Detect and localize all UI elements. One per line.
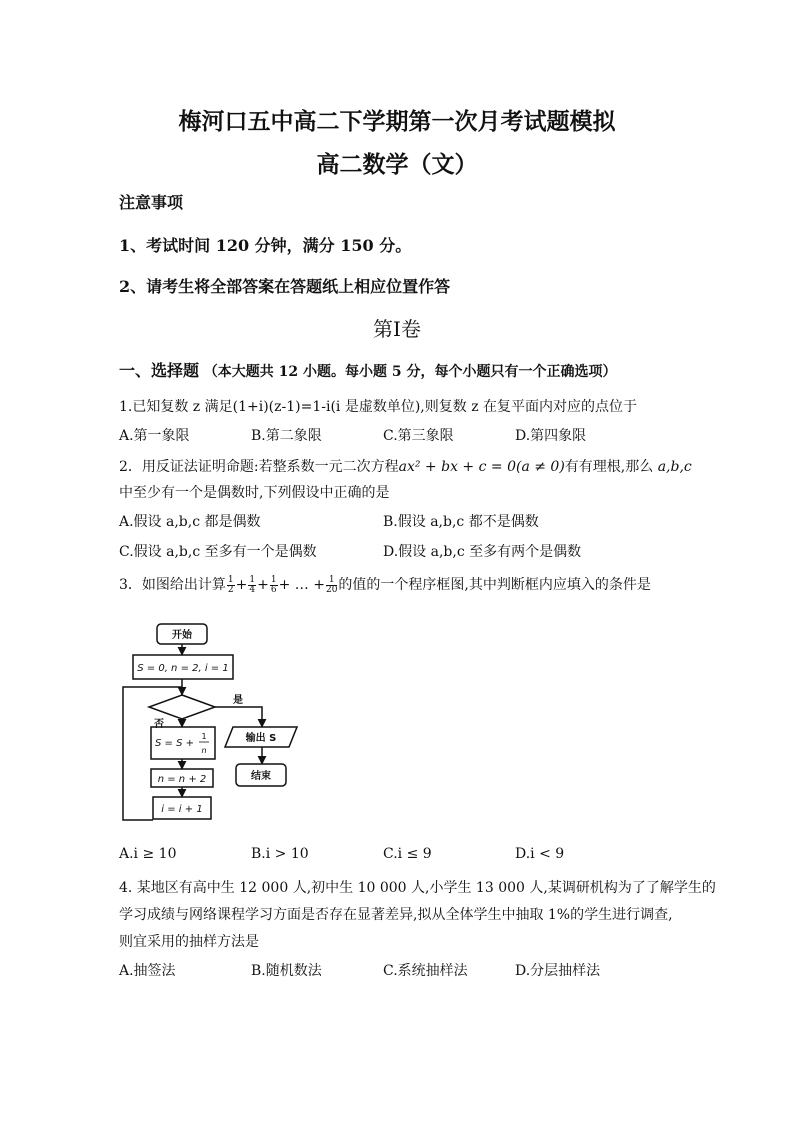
q4-option-b: B.随机数法 bbox=[251, 963, 322, 979]
q1-option-c: C.第三象限 bbox=[383, 428, 454, 444]
flow-output-label: 输出 S bbox=[245, 733, 277, 744]
flow-update-s-num: 1 bbox=[201, 732, 207, 741]
q1-option-b: B.第二象限 bbox=[251, 428, 322, 444]
exam-subtitle: 高二数学（文） bbox=[316, 151, 478, 178]
q2-stem-part2: 有有理根,那么 bbox=[564, 459, 654, 475]
flow-update-n-label: n = n + 2 bbox=[157, 774, 207, 785]
q3-option-b: B.i > 10 bbox=[251, 846, 309, 862]
q3-option-c: C.i ≤ 9 bbox=[383, 846, 432, 862]
q1-option-a: A.第一象限 bbox=[119, 428, 190, 444]
q3-term-last: $\frac{1}{20}$ bbox=[325, 574, 338, 595]
volume-heading: 第Ⅰ卷 bbox=[373, 317, 421, 341]
q2-option-a: A.假设 a,b,c 都是偶数 bbox=[119, 514, 261, 530]
flow-yes-label: 是 bbox=[233, 695, 243, 706]
flow-update-s-den: n bbox=[201, 746, 207, 755]
q2-vars: a,b,c bbox=[657, 459, 692, 475]
question-2-stem bbox=[119, 456, 692, 476]
q2-option-d: D.假设 a,b,c 至多有两个是偶数 bbox=[383, 544, 582, 560]
flow-decision-diamond bbox=[149, 695, 215, 719]
q2-stem-part1: 2．用反证法证明命题:若整系数一元二次方程 bbox=[119, 459, 399, 475]
flow-end-label: 结束 bbox=[251, 771, 271, 782]
section-title: 一、选择题 bbox=[119, 361, 200, 380]
q4-option-d: D.分层抽样法 bbox=[515, 963, 601, 979]
q3-stem-part2: 的值的一个程序框图,其中判断框内应填入的条件是 bbox=[338, 577, 651, 593]
flow-init-label: S = 0, n = 2, i = 1 bbox=[137, 663, 229, 674]
q3-term-1: $\frac{1}{2}$ bbox=[227, 574, 234, 595]
section-heading bbox=[119, 358, 617, 381]
q3-term-2: $\frac{1}{4}$ bbox=[249, 574, 256, 595]
flow-update-s-label: S = S + bbox=[155, 738, 194, 749]
q2-option-b: B.假设 a,b,c 都不是偶数 bbox=[383, 514, 539, 530]
q3-ellipsis: … bbox=[294, 577, 309, 593]
q3-term-3: $\frac{1}{6}$ bbox=[270, 574, 277, 595]
question-1-stem: 1.已知复数 z 满足(1+i)(z-1)=1-i(i 是虚数单位),则复数 z 在复平面内对应的点位于 bbox=[119, 399, 638, 415]
flow-start-label: 开始 bbox=[172, 630, 192, 641]
q4-option-c: C.系统抽样法 bbox=[383, 963, 468, 979]
q2-option-c: C.假设 a,b,c 至多有一个是偶数 bbox=[119, 544, 317, 560]
q1-option-d: D.第四象限 bbox=[515, 428, 587, 444]
question-4-line3: 则宜采用的抽样方法是 bbox=[119, 934, 259, 950]
q3-stem-part1: 3．如图给出计算 bbox=[119, 577, 226, 593]
notes-heading: 注意事项 bbox=[119, 193, 184, 212]
q2-equation: ax² + bx + c = 0(a ≠ 0) bbox=[398, 459, 565, 475]
question-2-stem-line2: 中至少有一个是偶数时,下列假设中正确的是 bbox=[119, 485, 390, 501]
question-4-line1: 4. 某地区有高中生 12 000 人,初中生 10 000 人,小学生 13 000 人,某调研机构为了了解学生的 bbox=[119, 880, 716, 896]
section-note: （本大题共 12 小题。每小题 5 分，每个小题只有一个正确选项） bbox=[203, 364, 617, 380]
flow-no-label: 否 bbox=[154, 719, 164, 730]
exam-title: 梅河口五中高二下学期第一次月考试题模拟 bbox=[178, 108, 616, 135]
question-4-line2: 学习成绩与网络课程学习方面是否存在显著差异,拟从全体学生中抽取 1%的学生进行调查, bbox=[119, 907, 673, 923]
note-item-2: 2、请考生将全部答案在答题纸上相应位置作答 bbox=[119, 277, 451, 296]
question-3-stem: 3．如图给出计算 $\frac{1}{2}$ + $\frac{1}{4}$ + $\frac{1}{6}$ + … + $\frac{1}{20}$ 的值的一个程序框图,其中判断框内应填入的条件是 bbox=[119, 574, 651, 595]
program-flowchart bbox=[115, 615, 315, 830]
note-item-1: 1、考试时间 120 分钟，满分 150 分。 bbox=[119, 236, 412, 255]
q4-option-a: A.抽签法 bbox=[119, 963, 176, 979]
q3-option-a: A.i ≥ 10 bbox=[119, 846, 177, 862]
flow-update-i-label: i = i + 1 bbox=[161, 804, 203, 815]
q3-option-d: D.i < 9 bbox=[515, 846, 565, 862]
